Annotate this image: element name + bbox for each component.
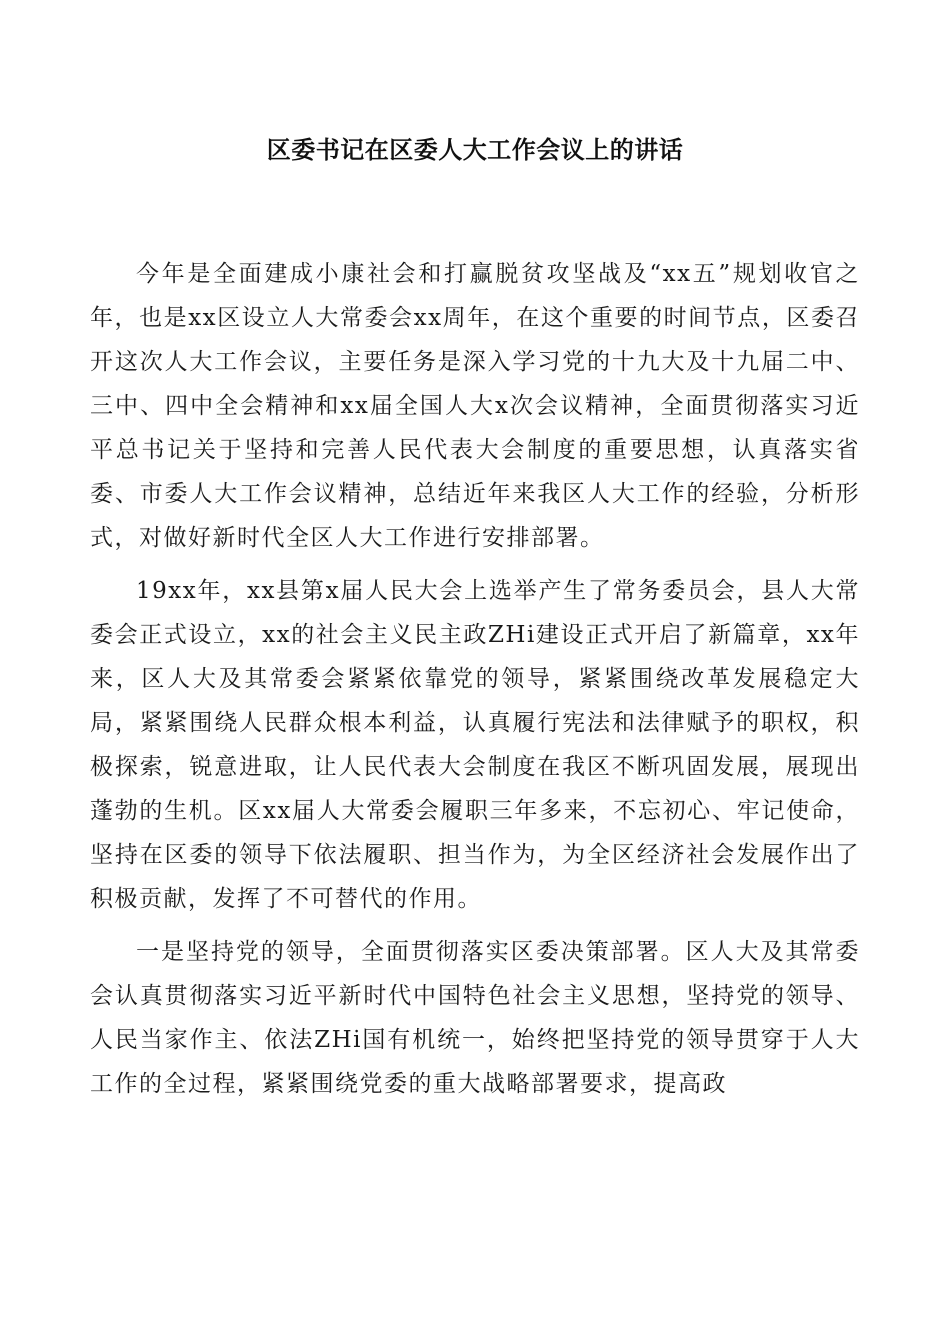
- paragraph-1: 今年是全面建成小康社会和打赢脱贫攻坚战及“xx五”规划收官之年，也是xx区设立人大常委会xx周年，在这个重要的时间节点，区委召开这次人大工作会议，主要任务是深入学习党的十九大及十九届二中、三中、四中全会精神和xx届全国人大x次会议精神，全面贯彻落实习近平总书记关于坚持和完善人民代表大会制度的重要思想，认真落实省委、市委人大工作会议精神，总结近年来我区人大工作的经验，分析形式，对做好新时代全区人大工作进行安排部署。: [90, 261, 860, 551]
- paragraph-2: 19xx年，xx县第x届人民大会上选举产生了常务委员会，县人大常委会正式设立，xx的社会主义民主政ZHi建设正式开启了新篇章，xx年来，区人大及其常委会紧紧依靠党的领导，紧紧围绕改革发展稳定大局，紧紧围绕人民群众根本利益，认真履行宪法和法律赋予的职权，积极探索，锐意进取，让人民代表大会制度在我区不断巩固发展，展现出蓬勃的生机。区xx届人大常委会履职三年多来，不忘初心、牢记使命，坚持在区委的领导下依法履职、担当作为，为全区经济社会发展作出了积极贡献，发挥了不可替代的作用。: [90, 578, 860, 912]
- paragraph-3: 一是坚持党的领导，全面贯彻落实区委决策部署。区人大及其常委会认真贯彻落实习近平新时代中国特色社会主义思想，坚持党的领导、人民当家作主、依法ZHi国有机统一，始终把坚持党的领导贯穿于人大工作的全过程，紧紧围绕党委的重大战略部署要求，提高政: [90, 939, 860, 1097]
- document-body: [90, 252, 860, 1115]
- document-title: 区委书记在区委人大工作会议上的讲话: [266, 135, 684, 164]
